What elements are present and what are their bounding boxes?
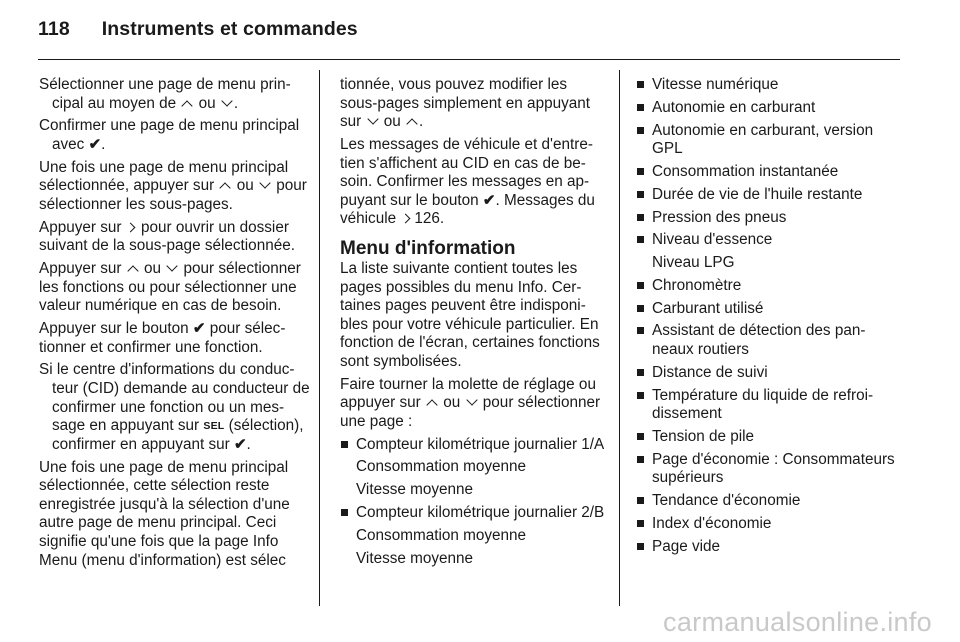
bullet-icon: [637, 327, 644, 334]
header-rule: [38, 59, 900, 60]
paragraph: Une fois une page de menu principal sélectionnée, cette sélection reste enregistrée jusqu'à la sélection d'une autre page de menu principal. Ceci signifie qu'une fois que la page Info Menu (menu d'information) est sélec: [39, 458, 290, 569]
list-item: Compteur kilométrique journalier 2/B Consommation moyenne Vitesse moyenne: [340, 504, 608, 568]
chevron-down-icon: [367, 117, 379, 127]
list-item: Autonomie en carburant: [636, 99, 900, 118]
bullet-icon: [637, 520, 644, 527]
section-heading: Menu d'information: [340, 237, 516, 259]
bullet-icon: [637, 456, 644, 463]
page-reference-icon: [402, 213, 411, 224]
chevron-up-icon: [127, 264, 139, 274]
chevron-down-icon: [166, 264, 178, 274]
paragraph: Une fois une page de menu principal sélectionnée, appuyer sur ou pour sélectionner les sous-pages.: [39, 158, 307, 213]
bullet-icon: [637, 282, 644, 289]
list-item: Niveau d'essence Niveau LPG: [636, 231, 900, 272]
info-page-list: [340, 436, 608, 569]
sel-button-label: SEL: [203, 420, 225, 433]
list-item: Tension de pile: [636, 428, 900, 447]
chevron-down-icon: [259, 181, 271, 191]
check-icon: ✔: [233, 435, 247, 453]
bullet-icon: [637, 214, 644, 221]
paragraph: Si le centre d'informations du conducteur (CID) demande au conducteur de confirmer une fonction ou un message en appuyant sur SEL (sélection), confirmer en appuyant sur ✔.: [39, 361, 310, 453]
paragraph: tionnée, vous pouvez modifier les sous-pages simplement en appuyant sur ou .: [340, 76, 591, 131]
list-item: Chronomètre: [636, 277, 900, 296]
bullet-icon: [341, 441, 348, 448]
chevron-up-icon: [406, 117, 418, 127]
list-item: Index d'économie: [636, 515, 900, 534]
list-item: Page vide: [636, 538, 900, 557]
watermark: carmanualsonline.info: [663, 607, 932, 637]
list-item: Compteur kilométrique journalier 1/A Consommation moyenne Vitesse moyenne: [340, 436, 608, 500]
check-icon: ✔: [192, 320, 206, 338]
chevron-up-icon: [426, 398, 438, 408]
paragraph: Confirmer une page de menu principal avec ✔.: [39, 117, 300, 153]
list-item: Durée de vie de l'huile restante: [636, 186, 900, 205]
bullet-icon: [637, 305, 644, 312]
bullet-icon: [637, 127, 644, 134]
list-item: Carburant utilisé: [636, 300, 900, 319]
paragraph: Appuyer sur pour ouvrir un dossier suivant de la sous-page sélectionnée.: [39, 218, 295, 255]
column-divider: [619, 70, 620, 606]
list-item: Température du liquide de refroidissement: [636, 387, 900, 424]
list-item: Tendance d'économie: [636, 492, 900, 511]
paragraph: Faire tourner la molette de réglage ou appuyer sur ou pour sélectionner une page :: [340, 375, 601, 430]
list-item: Pression des pneus: [636, 209, 900, 228]
text-column-2: [340, 76, 608, 572]
list-item: Assistant de détection des panneaux routiers: [636, 322, 900, 359]
bullet-icon: [637, 433, 644, 440]
chevron-down-icon: [221, 99, 233, 109]
page-header: [38, 18, 358, 41]
paragraph: La liste suivante contient toutes les pages possibles du menu Info. Certaines pages peuvent être indisponibles pour votre véhicule particulier. En fonction de l'écran, certaines fonctions sont symbolisées.: [340, 259, 600, 370]
list-item: Autonomie en carburant, version GPL: [636, 122, 900, 159]
check-icon: ✔: [88, 135, 102, 153]
bullet-icon: [637, 543, 644, 550]
text-column-1: [39, 76, 311, 574]
bullet-icon: [637, 191, 644, 198]
bullet-icon: [637, 497, 644, 504]
list-item: Distance de suivi: [636, 364, 900, 383]
list-item: Consommation instantanée: [636, 163, 900, 182]
bullet-icon: [637, 392, 644, 399]
bullet-icon: [637, 369, 644, 376]
page-reference[interactable]: 126.: [414, 210, 445, 228]
chevron-up-icon: [219, 181, 231, 191]
bullet-icon: [637, 168, 644, 175]
info-page-list: [636, 76, 900, 556]
paragraph: Sélectionner une page de menu principal au moyen de ou .: [39, 76, 291, 112]
paragraph: Appuyer sur le bouton ✔ pour sélectionner et confirmer une fonction.: [39, 320, 286, 356]
page-title: Instruments et commandes: [101, 18, 358, 40]
column-divider: [319, 70, 320, 606]
bullet-icon: [341, 509, 348, 516]
bullet-icon: [637, 104, 644, 111]
list-item: Vitesse numérique: [636, 76, 900, 95]
bullet-icon: [637, 236, 644, 243]
paragraph: Appuyer sur ou pour sélectionner les fonctions ou pour sélectionner une valeur numérique en cas de besoin.: [39, 260, 301, 315]
paragraph: Les messages de véhicule et d'entretien s'affichent au CID en cas de besoin. Confirmer les messages en appuyant sur le bouton ✔. Messages du véhicule 126.: [340, 135, 595, 228]
chevron-right-icon: [127, 222, 136, 233]
check-icon: ✔: [482, 191, 496, 209]
chevron-down-icon: [466, 398, 478, 408]
list-item: Page d'économie : Consommateurs supérieurs: [636, 451, 900, 488]
text-column-3: [636, 76, 900, 560]
page-number: 118: [38, 18, 70, 40]
chevron-up-icon: [181, 99, 193, 109]
bullet-icon: [637, 81, 644, 88]
